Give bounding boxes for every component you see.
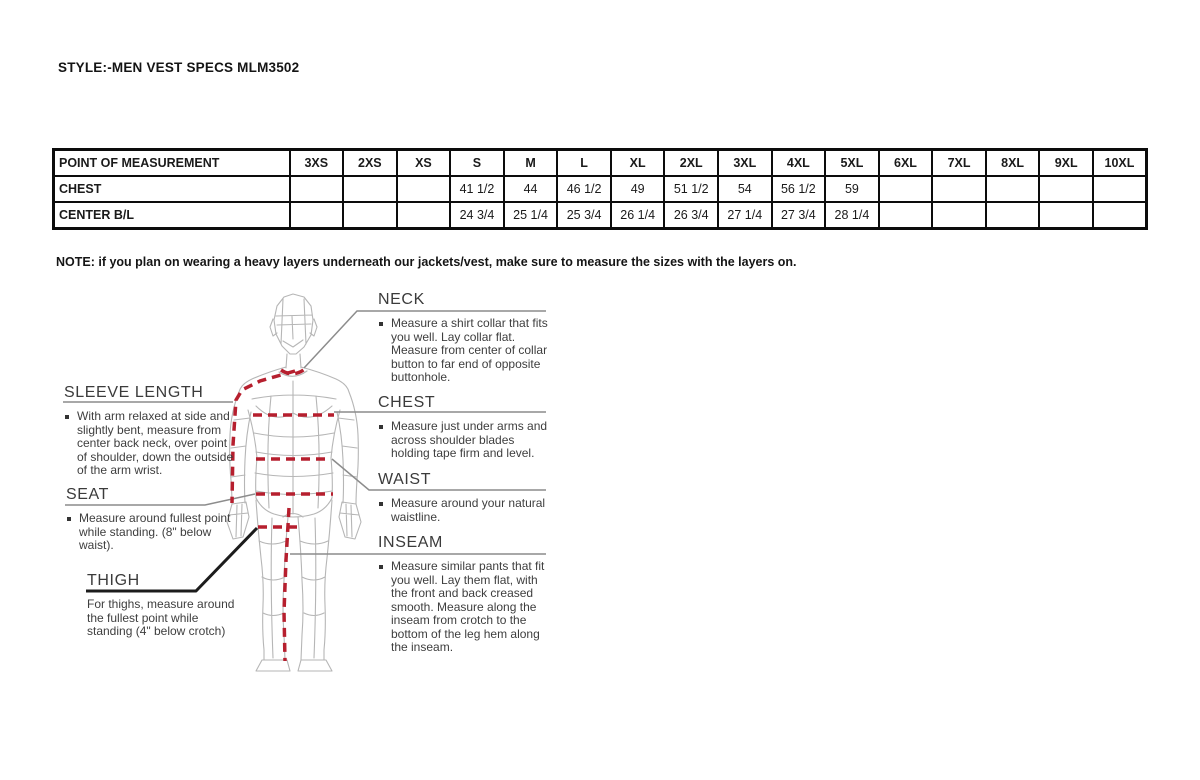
size-table [52,148,1148,230]
col-header-size-l: L [557,150,611,177]
col-header-size-xl: XL [611,150,665,177]
size-value-cell [1039,176,1093,202]
size-value-cell [932,176,986,202]
measure-section-neck [378,291,548,385]
table-header-row [54,150,1147,177]
size-value-cell: 25 1/4 [504,202,558,229]
size-value-cell: 27 3/4 [772,202,826,229]
col-header-size-3xl: 3XL [718,150,772,177]
measure-description-neck: Measure a shirt collar that fits you well. Lay collar flat. Measure from center of collar button to far end of opposite buttonhole. [391,316,548,384]
col-header-size-m: M [504,150,558,177]
measure-section-sleeve-length [64,384,236,478]
size-value-cell: 28 1/4 [825,202,879,229]
table-row-chest [54,176,1147,202]
measure-instructions-thigh [87,598,245,639]
size-value-cell [1093,202,1147,229]
measurement-dash-lines [232,369,334,661]
size-value-cell: 26 1/4 [611,202,665,229]
measure-heading-sleeve-length: SLEEVE LENGTH [64,384,204,401]
size-value-cell [343,176,397,202]
size-value-cell [986,176,1040,202]
size-value-cell: 26 3/4 [664,202,718,229]
col-header-size-8xl: 8XL [986,150,1040,177]
size-value-cell [1039,202,1093,229]
size-value-cell: 46 1/2 [557,176,611,202]
col-header-size-2xl: 2XL [664,150,718,177]
col-header-size-s: S [450,150,504,177]
measure-instructions-waist [378,497,548,524]
measure-instructions-sleeve-length [64,410,236,478]
measure-description-chest: Measure just under arms and across shoulder blades holding tape firm and level. [391,419,548,460]
col-header-size-9xl: 9XL [1039,150,1093,177]
col-header-size-2xs: 2XS [343,150,397,177]
measure-instructions-seat [66,512,238,553]
layering-note: NOTE: if you plan on wearing a heavy layers underneath our jackets/vest, make sure to measure the sizes with the layers on. [56,255,797,269]
col-header-size-10xl: 10XL [1093,150,1147,177]
measure-section-seat [66,486,238,553]
size-value-cell [397,176,451,202]
col-header-size-xs: XS [397,150,451,177]
size-value-cell: 49 [611,176,665,202]
measure-heading-seat: SEAT [66,486,110,503]
measure-section-waist [378,471,548,524]
size-value-cell [1093,176,1147,202]
bullet-square-icon [67,517,71,521]
size-value-cell [879,176,933,202]
row-label: CHEST [54,176,290,202]
measure-section-chest [378,394,548,461]
col-header-size-6xl: 6XL [879,150,933,177]
size-value-cell [932,202,986,229]
size-value-cell [290,202,344,229]
size-value-cell [879,202,933,229]
measure-heading-neck: NECK [378,291,425,308]
wireframe-head [270,294,317,354]
size-value-cell [290,176,344,202]
measure-description-sleeve-length: With arm relaxed at side and slightly bent, measure from center back neck, over point of shoulder, down the outside of the arm wrist. [77,409,234,477]
measure-section-inseam [378,534,552,655]
measure-heading-inseam: INSEAM [378,534,443,551]
bullet-square-icon [379,565,383,569]
size-value-cell: 56 1/2 [772,176,826,202]
bullet-square-icon [379,322,383,326]
measure-instructions-neck [378,317,548,385]
col-header-size-5xl: 5XL [825,150,879,177]
size-value-cell [986,202,1040,229]
size-value-cell: 27 1/4 [718,202,772,229]
col-header-point-of-measurement: POINT OF MEASUREMENT [54,150,290,177]
size-value-cell: 51 1/2 [664,176,718,202]
inseam-dash-line [284,508,289,661]
measure-heading-chest: CHEST [378,394,436,411]
measure-heading-thigh: THIGH [87,572,140,589]
table-row-center-b-l [54,202,1147,229]
size-value-cell [397,202,451,229]
measure-description-inseam: Measure similar pants that fit you well. Lay them flat, with the front and back creased smooth. Measure along the inseam from crotch to the bottom of the leg hem along the inseam. [391,559,545,654]
row-label: CENTER B/L [54,202,290,229]
bullet-square-icon [65,415,69,419]
page-title: STYLE:-MEN VEST SPECS MLM3502 [58,60,300,75]
measure-heading-waist: WAIST [378,471,432,488]
size-value-cell [343,202,397,229]
size-value-cell: 59 [825,176,879,202]
size-value-cell: 44 [504,176,558,202]
measure-description-seat: Measure around fullest point while standing. (8" below waist). [79,511,231,552]
col-header-size-3xs: 3XS [290,150,344,177]
measure-instructions-chest [378,420,548,461]
col-header-size-7xl: 7XL [932,150,986,177]
measure-description-thigh: For thighs, measure around the fullest point while standing (4" below crotch) [87,597,235,638]
measure-section-thigh [87,572,245,639]
size-value-cell: 41 1/2 [450,176,504,202]
body-wireframe-figure [227,294,361,671]
bullet-square-icon [379,502,383,506]
wireframe-torso [248,381,340,517]
size-value-cell: 24 3/4 [450,202,504,229]
measure-description-waist: Measure around your natural waistline. [391,496,546,524]
size-value-cell: 25 3/4 [557,202,611,229]
col-header-size-4xl: 4XL [772,150,826,177]
bullet-square-icon [379,425,383,429]
size-value-cell: 54 [718,176,772,202]
measure-instructions-inseam [378,560,552,655]
